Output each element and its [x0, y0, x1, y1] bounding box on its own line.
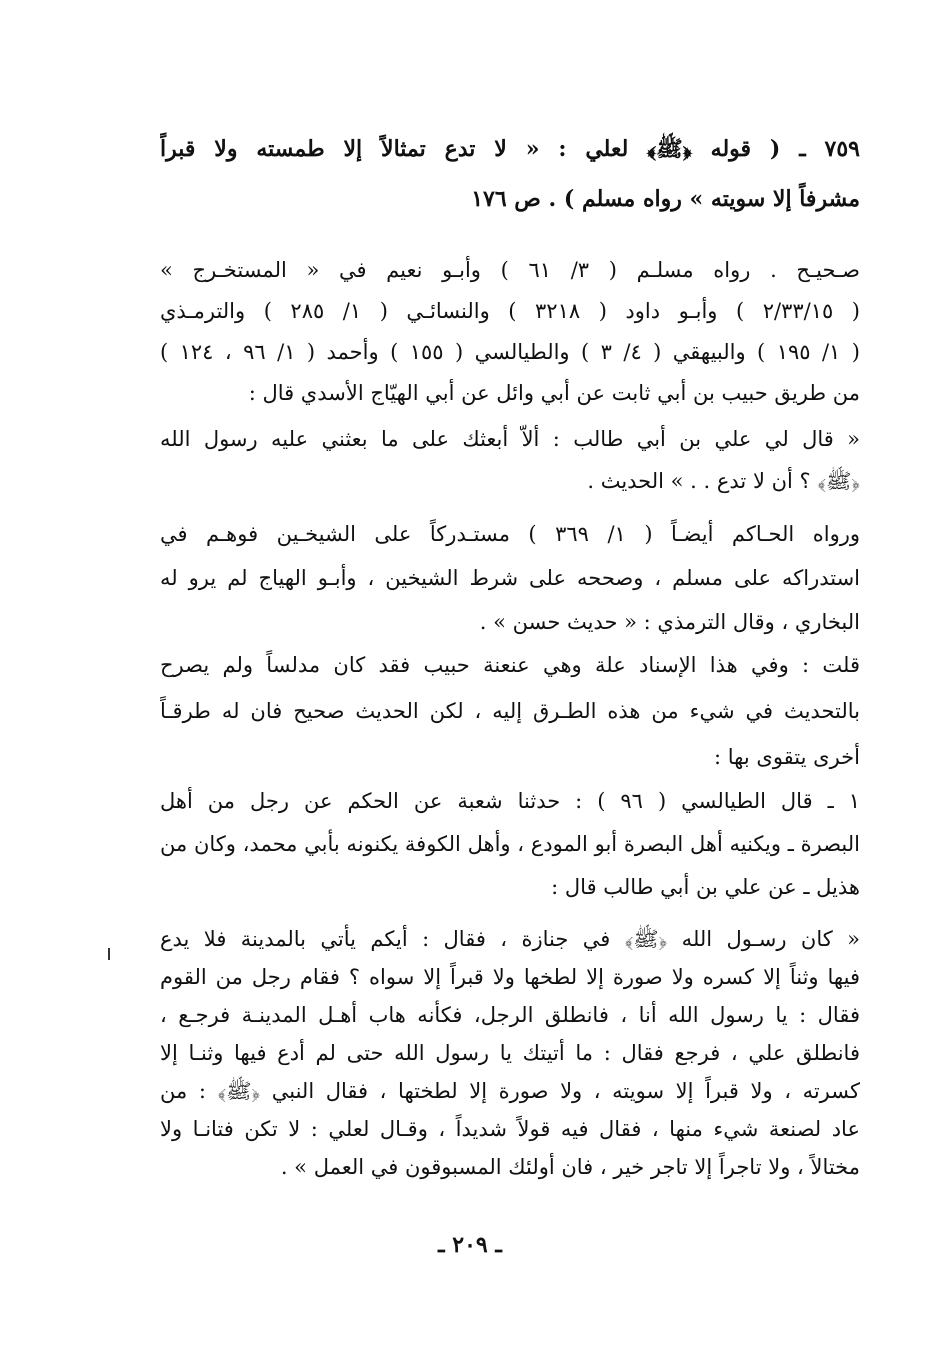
paragraph-line: البخاري ، وقال الترمذي : « حديث حسن » . [479, 610, 860, 634]
paragraph-line: أخرى يتقوى بها : [714, 745, 860, 769]
quote-paragraph [160, 418, 860, 502]
author-note-paragraph [160, 642, 860, 780]
hadith-text-paragraph [160, 920, 860, 1186]
paragraph-line: البصرة ـ ويكنيه أهل البصرة أبو المودع ، وأهل الكوفة يكنونه بأبي محمد، وكان من [160, 832, 860, 856]
paragraph-line: ( ٢/٣٣/١٥ ) وأبـو داود ( ٣٢١٨ ) والنسائـي ( ١/ ٢٨٥ ) والترمـذي [160, 299, 860, 323]
heading-line: ٧٥٩ ـ ( قوله ﴿ﷺ﴾ لعلي : « لا تدع تمثالاً إلا طمسته ولا قبراً [160, 136, 860, 162]
page-number: ـ ٢٠٩ ـ [438, 1232, 502, 1258]
paragraph-line: من طريق حبيب بن أبي ثابت عن أبي وائل عن أبي الهيّاج الأسدي قال : [248, 381, 860, 405]
paragraph-line: فقال : يا رسول الله أنا ، فانطلق الرجل، فكأنه هاب أهـل المدينـة فرجـع ، [160, 1003, 860, 1027]
paragraph-line: ﴿ﷺ﴾ ؟ أن لا تدع . . » الحديث . [587, 469, 860, 493]
paragraph-line: ( ١/ ١٩٥ ) والبيهقي ( ٤/ ٣ ) والطيالسي ( ١٥٥ ) وأحمد ( ١/ ٩٦ ، ١٢٤ ) [160, 340, 860, 364]
paragraph-line: عاد لصنعة شيء منها ، فقال فيه قولاً شديداً ، وقـال لعلي : لا تكن فتانـا ولا [160, 1117, 860, 1141]
hakim-paragraph [160, 512, 860, 644]
paragraph-line: استدراكه على مسلم ، وصححه على شرط الشيخين ، وأبـو الهياج لم يرو له [160, 566, 860, 590]
tayalisi-paragraph [160, 780, 860, 909]
paragraph-line: ١ ـ قال الطيالسي ( ٩٦ ) : حدثنا شعبة عن الحكم عن رجل من أهل [160, 789, 860, 813]
paragraph-line: « قال لي علي بن أبي طالب : ألاّ أبعثك على ما بعثني عليه رسول الله [160, 427, 860, 451]
takhrij-paragraph [160, 250, 860, 414]
paragraph-line: هذيل ـ عن علي بن أبي طالب قال : [551, 875, 860, 899]
paragraph-line: كسرته ، ولا قبراً إلا سويته ، ولا صورة إلا لطختها ، فقال النبي ﴿ﷺ﴾ : من [160, 1079, 860, 1103]
paragraph-line: ورواه الحـاكم أيضـاً ( ١/ ٣٦٩ ) مستـدركاً على الشيخـين فوهـم في [160, 522, 860, 546]
paragraph-line: مختالاً ، ولا تاجراً إلا تاجر خير ، فان أولئك المسبوقون في العمل » . [280, 1155, 860, 1179]
paragraph-line: قلت : وفي هذا الإسناد علة وهي عنعنة حبيب فقد كان مدلساً ولم يصرح [160, 653, 860, 677]
paragraph-line: صـحيـح . رواه مسلـم ( ٣/ ٦١ ) وأبـو نعيم في « المستخـرج » [160, 258, 860, 282]
heading-line: مشرفاً إلا سويته » رواه مسلم ) . ص ١٧٦ [471, 186, 860, 212]
paragraph-line: بالتحديث في شيء من هذه الطـرق إليه ، لكن الحديث صحيح فان له طرقـاً [160, 699, 860, 723]
margin-mark [108, 948, 110, 960]
hadith-heading [160, 124, 860, 224]
paragraph-line: فانطلق علي ، فرجع فقال : ما أتيتك يا رسول الله حتى لم أدع فيها وثنـا إلا [160, 1041, 860, 1065]
paragraph-line: « كان رسـول الله ﴿ﷺ﴾ في جنازة ، فقال : أيكم يأتي بالمدينة فلا يدع [160, 927, 860, 951]
paragraph-line: فيها وثناً إلا كسره ولا صورة إلا لطخها ولا قبراً إلا سواه ؟ فقام رجل من القوم [160, 965, 860, 989]
